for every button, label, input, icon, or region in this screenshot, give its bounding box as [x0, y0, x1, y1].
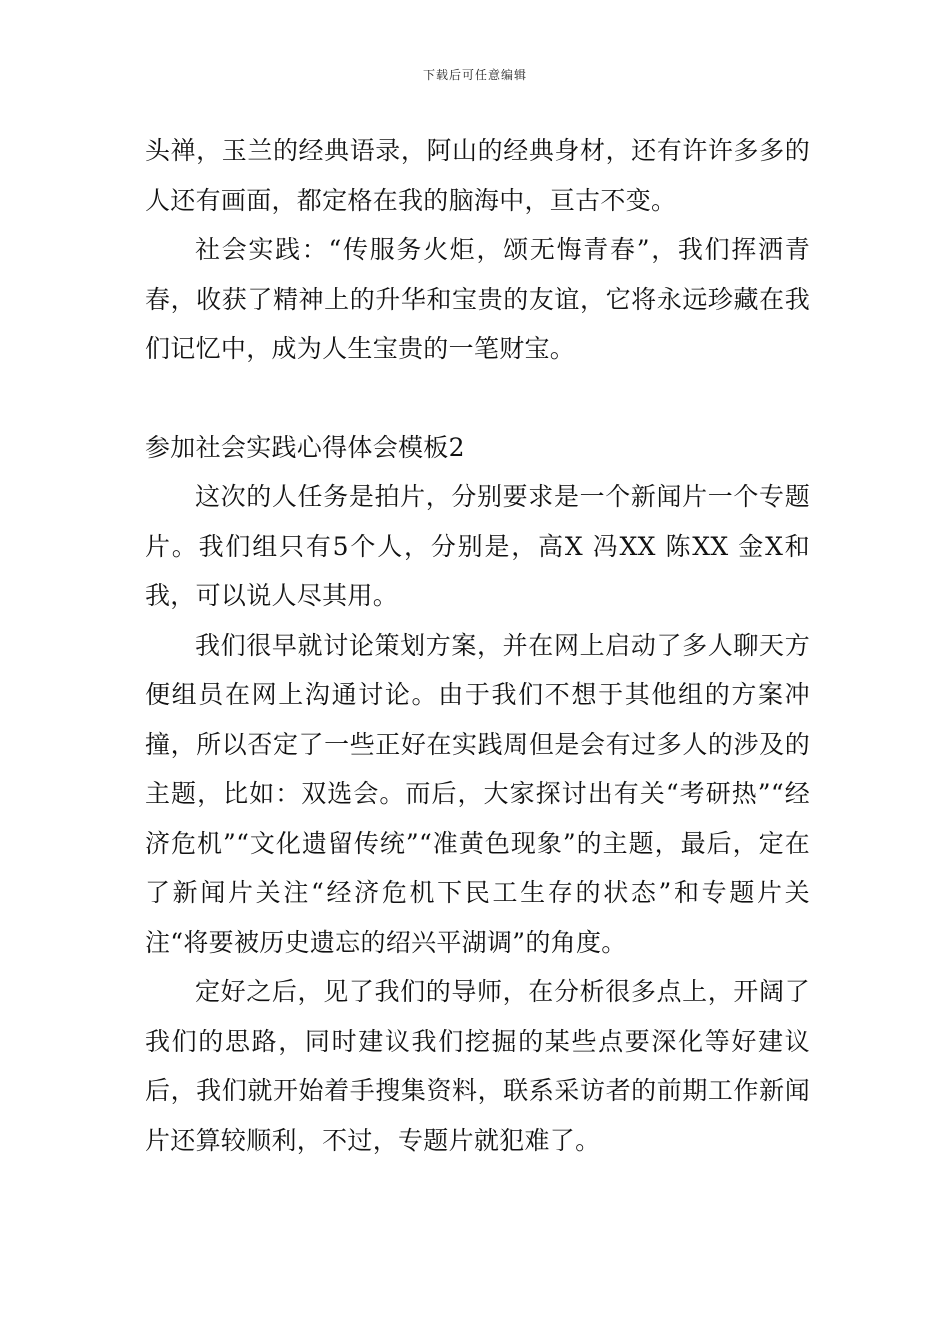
section-spacer — [145, 374, 810, 423]
paragraph-task: 这次的人任务是拍片，分别要求是一个新闻片一个专题片。我们组只有5个人，分别是，高X 冯XX 陈XX 金X和我，可以说人尽其用。 — [145, 482, 810, 610]
paragraph-social-practice: 社会实践：“传服务火炬，颂无悔青春”，我们挥洒青春，收获了精神上的升华和宝贵的友谊，它将永远珍藏在我们记忆中，成为人生宝贵的一笔财宝。 — [145, 235, 810, 363]
header-note: 下载后可任意编辑 — [422, 68, 527, 82]
paragraph-mentor: 定好之后，见了我们的导师，在分析很多点上，开阔了我们的思路，同时建议我们挖掘的某些点要深化等好建议后，我们就开始着手搜集资料，联系采访者的前期工作新闻片还算较顺利，不过，专题片就犯难了。 — [145, 977, 810, 1155]
paragraph-planning: 我们很早就讨论策划方案，并在网上启动了多人聊天方便组员在网上沟通讨论。由于我们不想于其他组的方案冲撞，所以否定了一些正好在实践周但是会有过多人的涉及的主题，比如：双选会。而后，大家探讨出有关“考研热”“经济危机”“文化遗留传统”“准黄色现象”的主题，最后，定在了新闻片关注“经济危机下民工生存的状态”和专题片关注“将要被历史遗忘的绍兴平湖调”的角度。 — [145, 630, 810, 957]
document-body — [145, 126, 810, 1165]
section-title: 参加社会实践心得体会模板2 — [145, 432, 465, 462]
paragraph-continued: 头禅，玉兰的经典语录，阿山的经典身材，还有许许多多的人还有画面，都定格在我的脑海中，亘古不变。 — [145, 136, 810, 215]
